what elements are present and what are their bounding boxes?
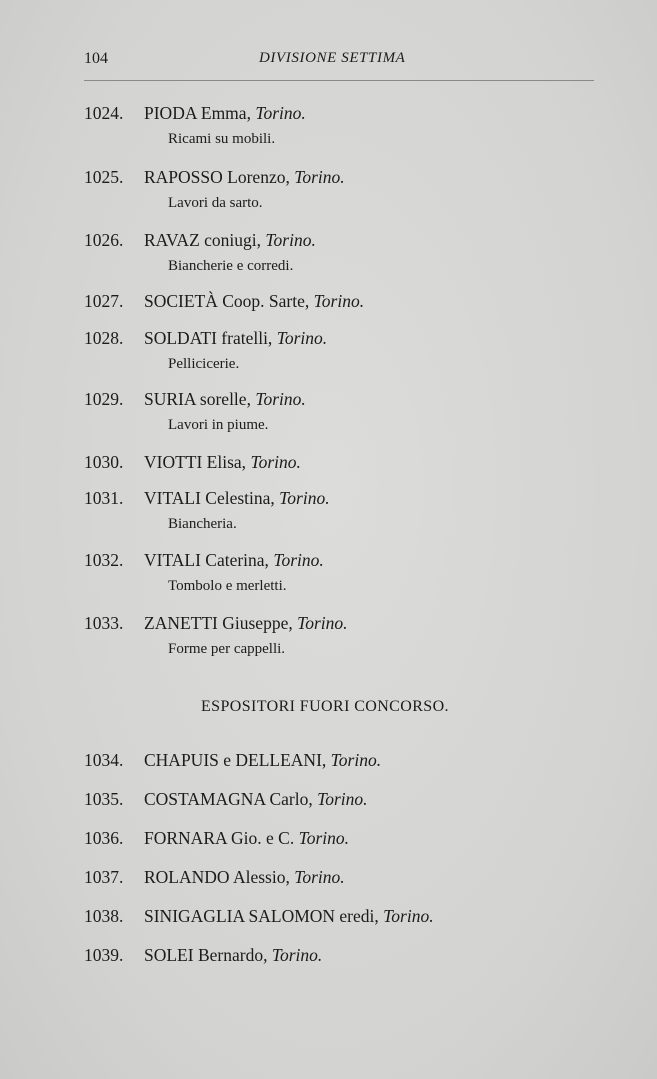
running-title: DIVISIONE SETTIMA — [259, 50, 406, 66]
entry-name: COSTAMAGNA Carlo, — [144, 789, 313, 809]
entry-place: Torino. — [298, 828, 350, 848]
header-rule — [84, 80, 594, 81]
entry-name: ROLANDO Alessio, — [144, 867, 290, 887]
entry-description: Lavori da sarto. — [168, 195, 263, 211]
entry-1026 — [84, 226, 604, 278]
entry-number: 1030. — [84, 452, 124, 472]
entry-number: 1025. — [84, 167, 124, 187]
entry-number: 1027. — [84, 291, 124, 311]
entry-name: VITALI Celestina, — [144, 488, 275, 508]
entry-number: 1029. — [84, 389, 124, 409]
entry-name: SOLDATI fratelli, — [144, 328, 273, 348]
entry-1039 — [84, 941, 604, 969]
entry-number: 1036. — [84, 828, 124, 848]
entry-number: 1028. — [84, 328, 124, 348]
entry-place: Torino. — [279, 488, 330, 508]
entry-description: Biancherie e corredi. — [168, 258, 294, 274]
entry-1025 — [84, 163, 604, 215]
entry-1027 — [84, 287, 604, 315]
entry-number: 1032. — [84, 550, 124, 570]
entry-number: 1037. — [84, 867, 124, 887]
entry-place: Torino. — [250, 452, 301, 472]
entry-1028 — [84, 324, 604, 376]
entry-number: 1034. — [84, 750, 124, 770]
entry-1038 — [84, 902, 604, 930]
entry-name: FORNARA Gio. e C. — [144, 828, 295, 848]
entry-place: Torino. — [255, 389, 306, 409]
entry-place: Torino. — [273, 550, 324, 570]
entry-1029 — [84, 385, 604, 437]
entry-1036 — [84, 824, 604, 852]
page-number: 104 — [84, 50, 108, 67]
entry-1031 — [84, 484, 604, 536]
entry-name: RAVAZ coniugi, — [144, 230, 262, 250]
entry-1034 — [84, 746, 604, 774]
entry-number: 1038. — [84, 906, 124, 926]
entry-number: 1031. — [84, 488, 124, 508]
entry-number: 1035. — [84, 789, 124, 809]
entry-place: Torino. — [383, 906, 434, 926]
entry-place: Torino. — [297, 613, 348, 633]
entry-place: Torino. — [313, 291, 365, 311]
entry-name: RAPOSSO Lorenzo, — [144, 167, 290, 187]
entry-1032 — [84, 546, 604, 598]
entry-number: 1039. — [84, 945, 124, 965]
entry-name: SOCIETÀ Coop. Sarte, — [144, 291, 310, 311]
entry-name: VIOTTI Elisa, — [144, 452, 247, 472]
entry-description: Forme per cappelli. — [168, 641, 286, 657]
entry-name: VITALI Caterina, — [144, 550, 269, 570]
entry-name: SOLEI Bernardo, — [144, 945, 268, 965]
entry-place: Torino. — [294, 167, 345, 187]
entry-place: Torino. — [255, 103, 306, 123]
entry-number: 1026. — [84, 230, 124, 250]
entry-place: Torino. — [265, 230, 316, 250]
entry-number: 1024. — [84, 103, 124, 123]
entry-description: Lavori in piume. — [168, 417, 269, 433]
entry-name: SINIGAGLIA SALOMON eredi, — [144, 906, 379, 926]
entry-number: 1033. — [84, 613, 124, 633]
entry-1024 — [84, 99, 604, 151]
entry-description: Biancheria. — [168, 516, 237, 532]
entry-1035 — [84, 785, 604, 813]
entry-place: Torino. — [294, 867, 345, 887]
section-heading: ESPOSITORI FUORI CONCORSO. — [201, 698, 449, 715]
entry-place: Torino. — [271, 945, 323, 965]
entry-description: Ricami su mobili. — [168, 131, 276, 147]
entry-1033 — [84, 609, 604, 661]
entry-name: PIODA Emma, — [144, 103, 251, 123]
entry-1037 — [84, 863, 604, 891]
entry-place: Torino. — [317, 789, 368, 809]
entry-description: Pellicicerie. — [168, 356, 240, 372]
entry-name: SURIA sorelle, — [144, 389, 251, 409]
entry-1030 — [84, 448, 604, 476]
page-header — [84, 50, 594, 74]
entry-name: ZANETTI Giuseppe, — [144, 613, 293, 633]
entry-place: Torino. — [276, 328, 328, 348]
entry-place: Torino. — [330, 750, 382, 770]
entry-description: Tombolo e merletti. — [168, 578, 287, 594]
entry-name: CHAPUIS e DELLEANI, — [144, 750, 327, 770]
